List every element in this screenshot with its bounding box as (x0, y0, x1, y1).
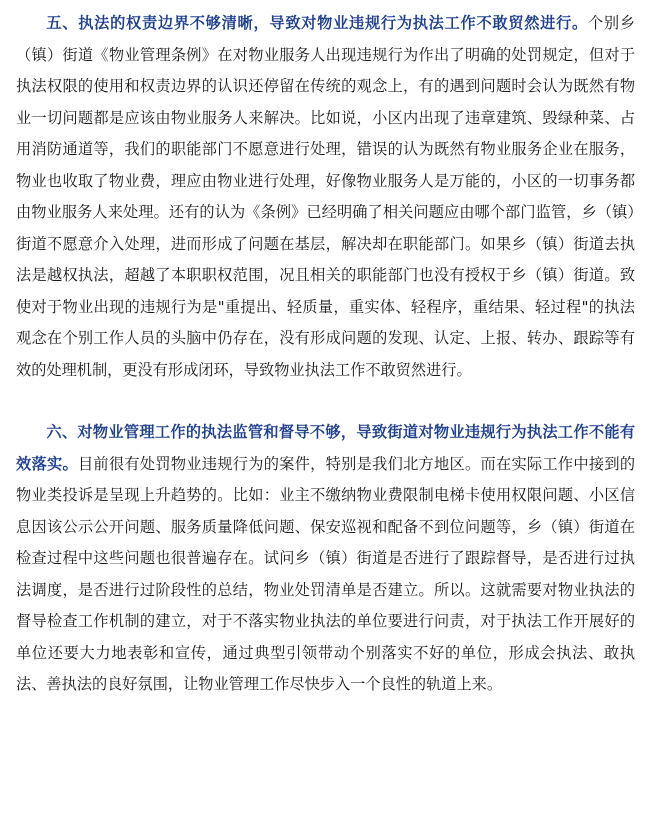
paragraph-section-five (16, 8, 635, 386)
document-body (16, 8, 635, 701)
section-five-heading: 五、执法的权责边界不够清晰，导致对物业违规行为执法工作不敢贸然进行。 (46, 14, 588, 32)
section-six-text: 目前很有处罚物业违规行为的案件，特别是我们北方地区。而在实际工作中接到的物业类投诉是呈现上升趋势的。比如：业主不缴纳物业费限制电梯卡使用权限问题、小区信息因该公示公开问题、服务质量降低问题、保安巡视和配备不到位问题等，乡（镇）街道在检查过程中这些问题也很普遍存在。试问乡（镇）街道是否进行了跟踪督导，是否进行过执法调度，是否进行过阶段性的总结，物业处罚清单是否建立。所以。这就需要对物业执法的督导检查工作机制的建立，对于不落实物业执法的单位要进行问责，对于执法工作开展好的单位还要大力地表彰和宣传，通过典型引领带动个别落实不好的单位，形成会执法、敢执法、善执法的良好氛围，让物业管理工作尽快步入一个良性的轨道上来。 (16, 454, 636, 693)
section-six-heading: 六、对物业管理工作的执法监管和督导不够，导致街道对物业违规行为执法工作不能有效落实。 (16, 423, 635, 473)
paragraph-section-six (16, 417, 635, 701)
section-five-text: 个别乡（镇）街道《物业管理条例》在对物业服务人出现违规行为作出了明确的处罚规定，但对于执法权限的使用和权责边界的认识还停留在传统的观念上，有的遇到问题时会认为既然有物业一切问题都是应该由物业服务人来解决。比如说，小区内出现了违章建筑、毁绿种菜、占用消防通道等，我们的职能部门不愿意进行处理，错误的认为既然有物业服务企业在服务，物业也收取了物业费，理应由物业进行处理，好像物业服务人是万能的，小区的一切事务都由物业服务人来处理。还有的认为《条例》已经明确了相关问题应由哪个部门监管，乡（镇）街道不愿意介入处理，进而形成了问题在基层，解决却在职能部门。如果乡（镇）街道去执法是越权执法，超越了本职职权范围，况且相关的职能部门也没有授权于乡（镇）街道。致使对于物业出现的违规行为是"重提出、轻质量，重实体、轻程序，重结果、轻过程"的执法观念在个别工作人员的头脑中仍存在，没有形成问题的发现、认定、上报、转办、跟踪等有效的处理机制，更没有形成闭环，导致物业执法工作不敢贸然进行。 (16, 14, 636, 379)
paragraph-spacer (16, 386, 635, 417)
